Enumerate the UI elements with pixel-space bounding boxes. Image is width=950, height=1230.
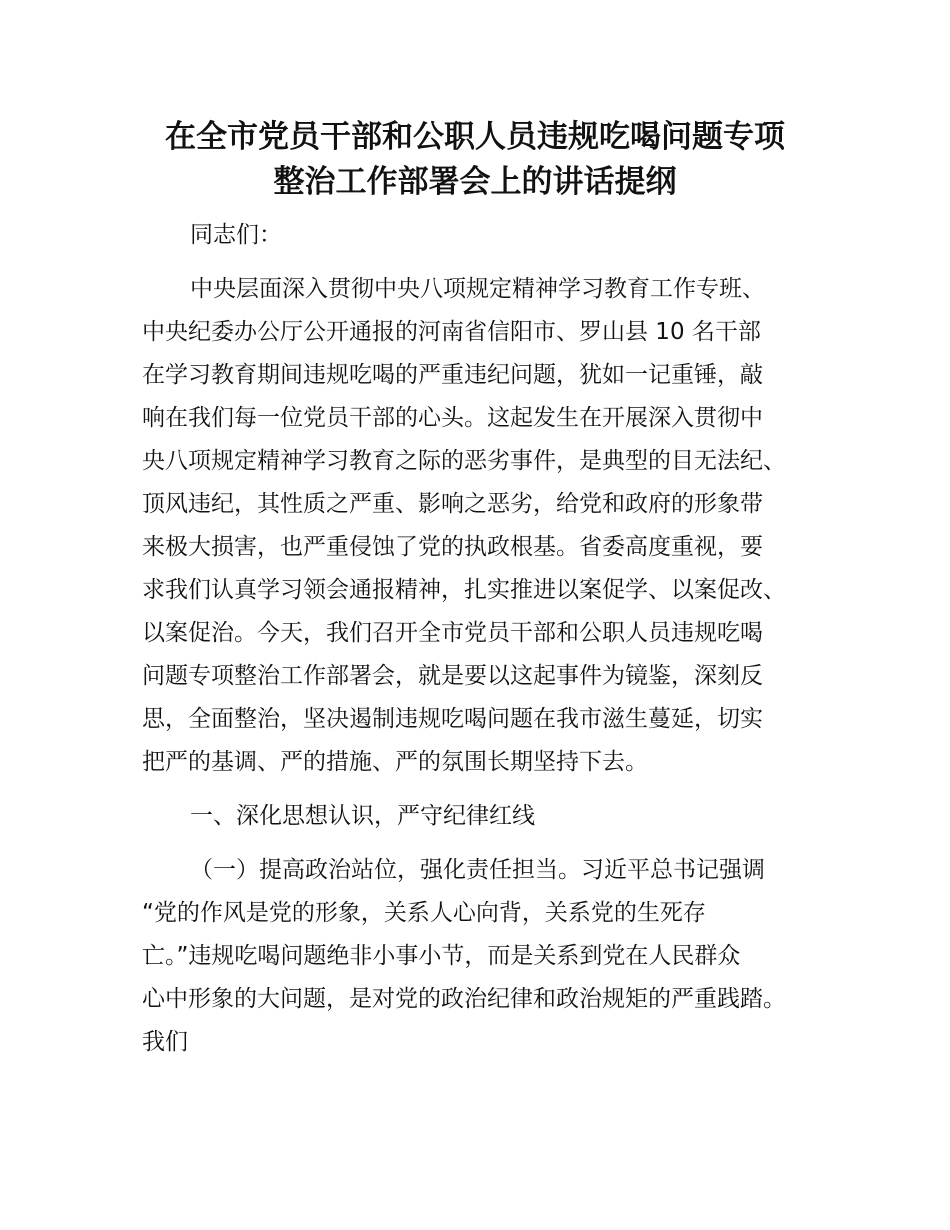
- body-line: 响在我们每一位党员干部的心头。这起发生在开展深入贯彻中: [142, 405, 763, 431]
- body-line: 以案促治。今天，我们召开全市党员干部和公职人员违规吃喝: [142, 620, 763, 646]
- body-line: 思，全面整治，坚决遏制违规吃喝问题在我市滋生蔓延，切实: [142, 706, 763, 732]
- salutation: 同志们：: [190, 222, 282, 248]
- body-line: 亡。”违规吃喝问题绝非小事小节，而是关系到党在人民群众: [142, 943, 741, 969]
- body-line: 在学习教育期间违规吃喝的严重违纪问题，犹如一记重锤，敲: [142, 362, 763, 388]
- body-line: 央八项规定精神学习教育之际的恶劣事件，是典型的目无法纪、: [142, 448, 786, 474]
- body-line: 心中形象的大问题，是对党的政治纪律和政治规矩的严重践踏。: [142, 986, 786, 1012]
- body-line: 来极大损害，也严重侵蚀了党的执政根基。省委高度重视，要: [142, 534, 763, 560]
- body-line: 中央纪委办公厅公开通报的河南省信阳市、罗山县 10 名干部: [142, 319, 761, 345]
- section-heading: 一、深化思想认识，严守纪律红线: [190, 803, 535, 829]
- body-line: 我们: [142, 1029, 188, 1055]
- document-title-line-2: 整治工作部署会上的讲话提纲: [273, 164, 677, 200]
- body-line: 问题专项整治工作部署会，就是要以这起事件为镜鉴，深刻反: [142, 663, 763, 689]
- body-line: “党的作风是党的形象，关系人心向背，关系党的生死存: [142, 900, 706, 926]
- body-line: 顶风违纪，其性质之严重、影响之恶劣，给党和政府的形象带: [142, 491, 763, 517]
- document-title-line-1: 在全市党员干部和公职人员违规吃喝问题专项: [165, 119, 785, 155]
- body-line: 把严的基调、严的措施、严的氛围长期坚持下去。: [142, 749, 648, 775]
- body-line: 求我们认真学习领会通报精神，扎实推进以案促学、以案促改、: [142, 577, 786, 603]
- body-line: （一）提高政治站位，强化责任担当。习近平总书记强调: [190, 857, 765, 883]
- body-line: 中央层面深入贯彻中央八项规定精神学习教育工作专班、: [190, 276, 765, 302]
